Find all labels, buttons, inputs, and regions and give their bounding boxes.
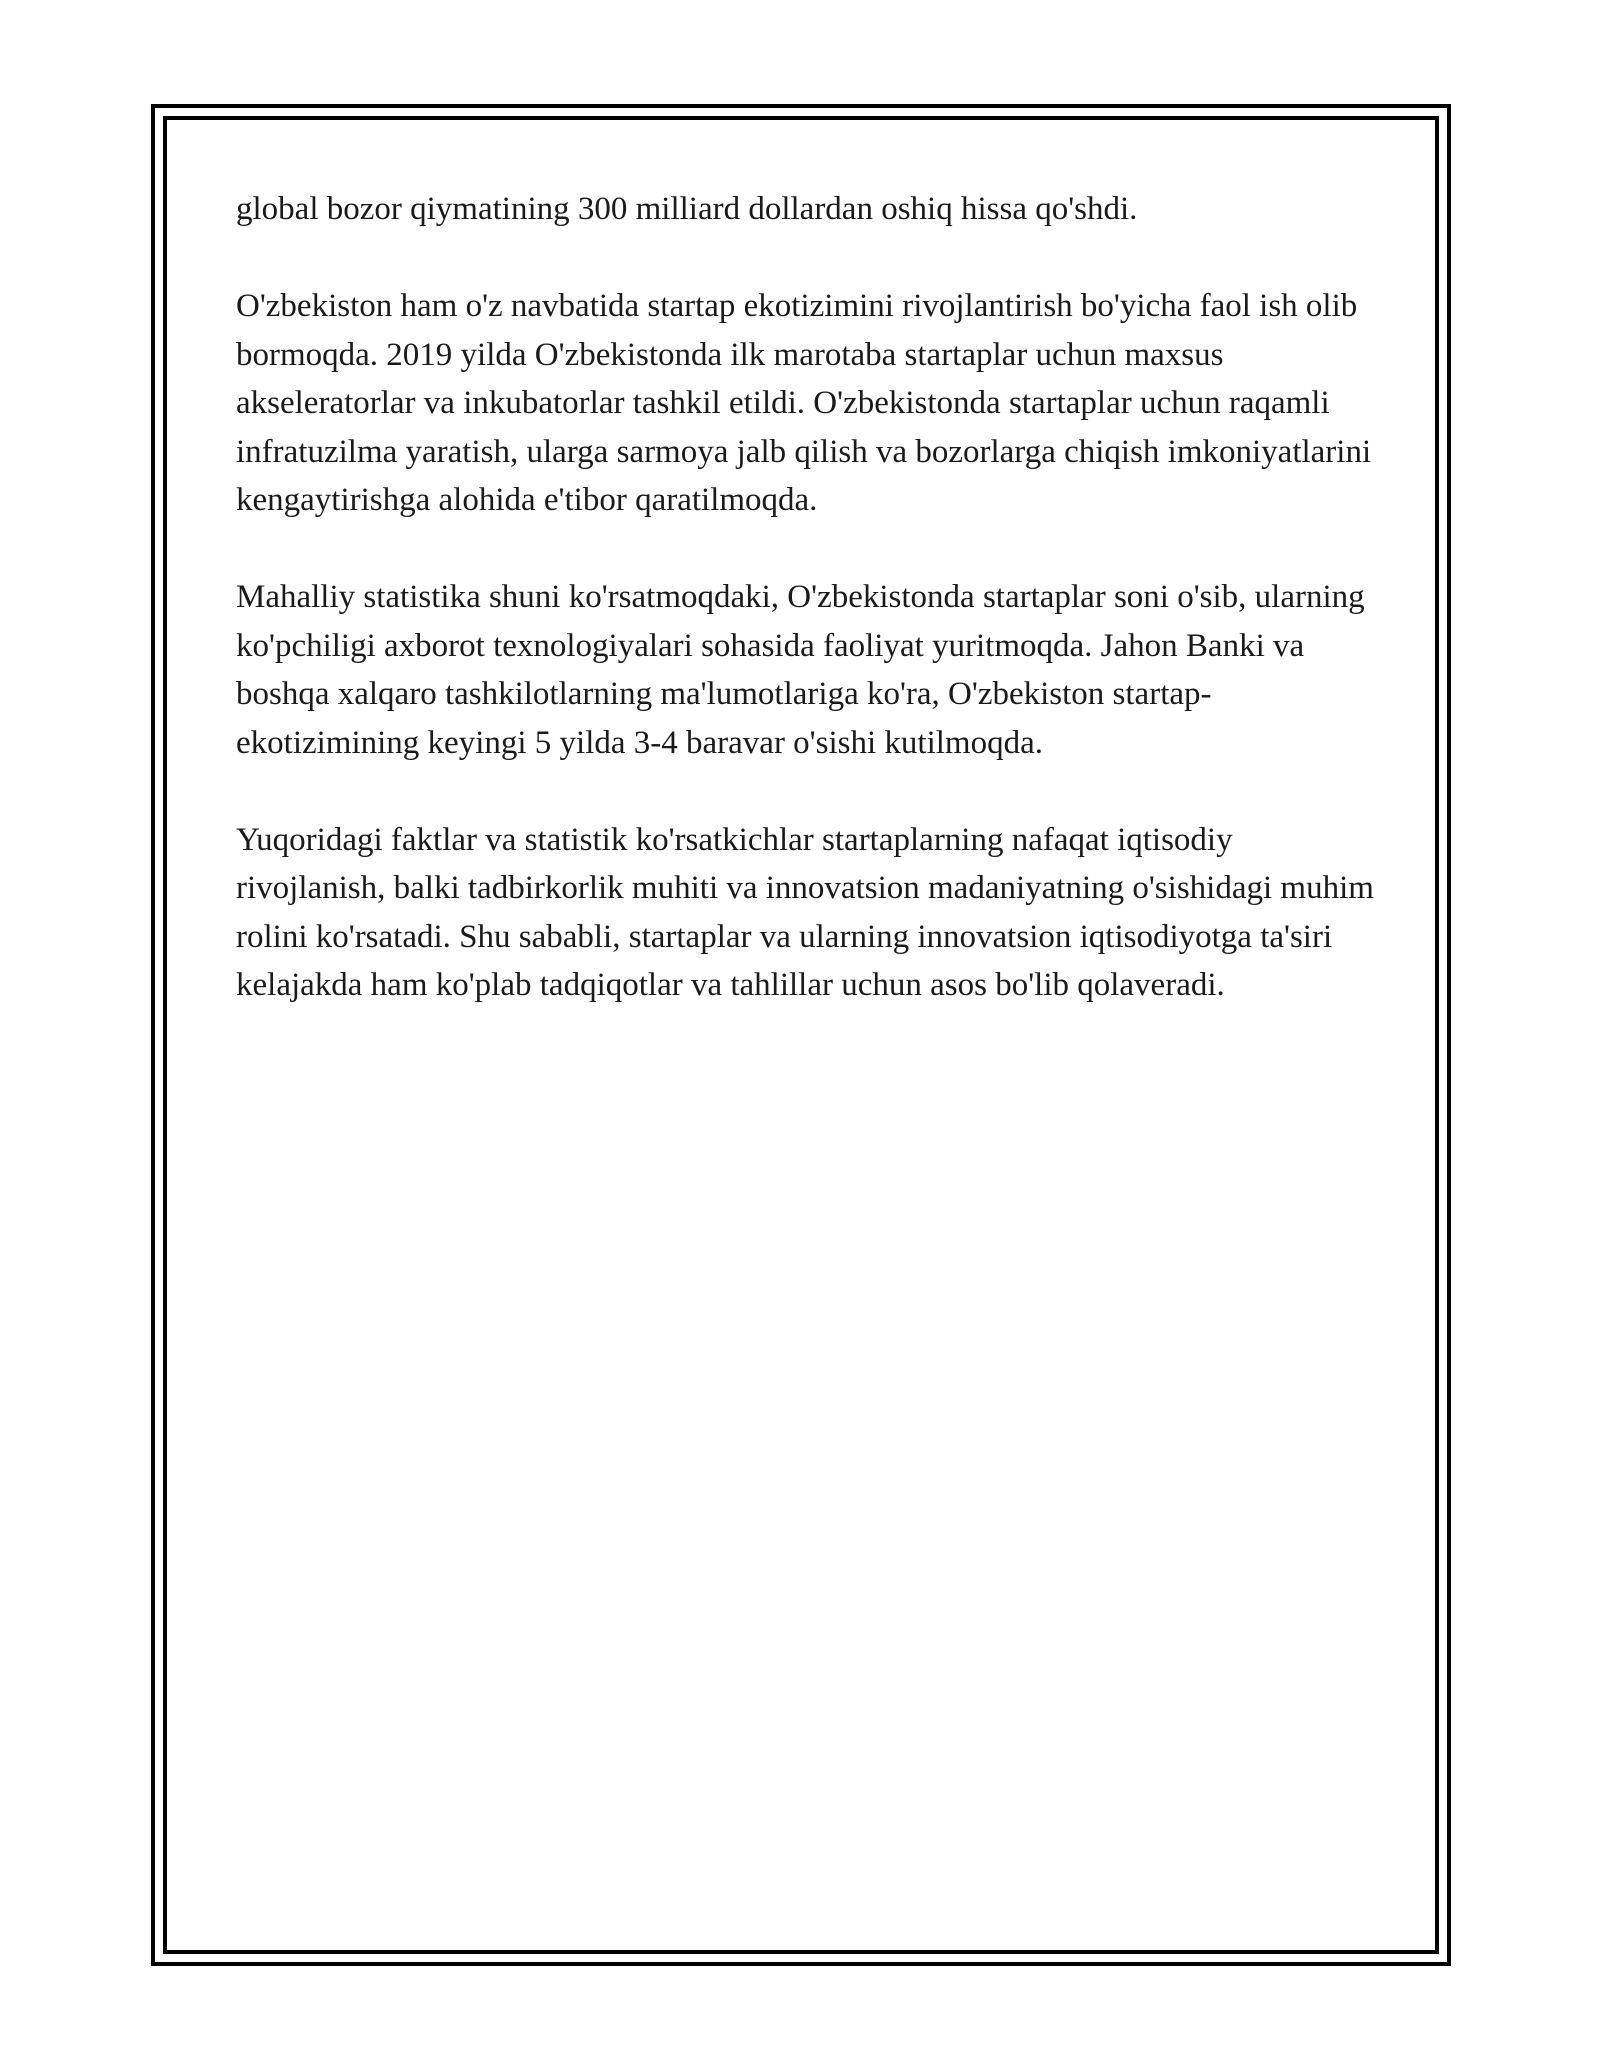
paragraph-2: O'zbekiston ham o'z navbatida startap ekotizimini rivojlantirish bo'yicha faol ish olib bormoqda. 2019 yilda O'zbekistonda ilk marotaba startaplar uchun maxsus akseleratorlar va inkubatorlar tashkil etildi. O'zbekistonda startaplar uchun raqamli infratuzilma yaratish, ularga sarmoya jalb qilish va bozorlarga chiqish imkoniyatlarini kengaytirishga alohida e'tibor qaratilmoqda.: [236, 288, 1372, 518]
document-body: [236, 185, 1376, 1058]
paragraph-1: global bozor qiymatining 300 milliard dollardan oshiq hissa qo'shdi.: [236, 191, 1138, 227]
paragraph-4: Yuqoridagi faktlar va statistik ko'rsatkichlar startaplarning nafaqat iqtisodiy rivojlanish, balki tadbirkorlik muhiti va innovatsion madaniyatning o'sishidagi muhim rolini ko'rsatadi. Shu sababli, startaplar va ularning innovatsion iqtisodiyotga ta'siri kelajakda ham ko'plab tadqiqotlar va tahlillar uchun asos bo'lib qolaveradi.: [236, 821, 1374, 1003]
paragraph-3: Mahalliy statistika shuni ko'rsatmoqdaki, O'zbekistonda startaplar soni o'sib, ularning ko'pchiligi axborot texnologiyalari sohasida faoliyat yuritmoqda. Jahon Banki va boshqa xalqaro tashkilotlarning ma'lumotlariga ko'ra, O'zbekiston startap-ekotizimining keyingi 5 yilda 3-4 baravar o'sishi kutilmoqda.: [236, 579, 1365, 761]
